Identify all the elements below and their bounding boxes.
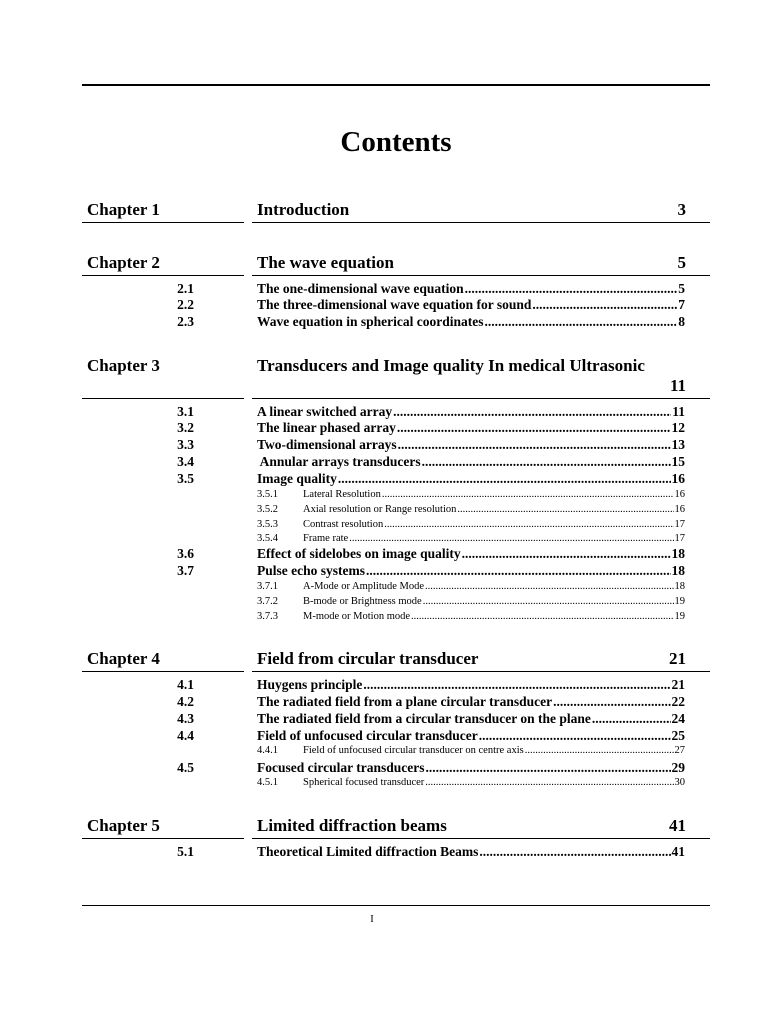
- subsection-line: [303, 489, 685, 500]
- section-title: Effect of sidelobes on image quality: [257, 546, 461, 561]
- chapter-rule-left: [82, 222, 244, 223]
- dot-leader: [532, 297, 677, 313]
- section-title: Image quality: [257, 471, 337, 486]
- section-title: The linear phased array: [257, 420, 396, 435]
- chapter-rule-right: [252, 838, 710, 839]
- section-entry[interactable]: [0, 420, 768, 437]
- section-page-number: 21: [671, 677, 685, 692]
- chapter-rule-right: [252, 222, 710, 223]
- chapter-page-number: 5: [677, 253, 686, 272]
- subsection-page-number: 30: [674, 777, 685, 788]
- subsection-number: 3.7.1: [257, 581, 278, 592]
- subsection-line: [303, 504, 685, 515]
- section-page-number: 5: [678, 281, 685, 296]
- subsection-page-number: 19: [674, 611, 685, 622]
- chapter-rule-right: [252, 398, 710, 399]
- dot-leader: [425, 581, 673, 592]
- chapter-rule-left: [82, 838, 244, 839]
- section-number: 4.5: [177, 760, 194, 775]
- section-title: Annular arrays transducers: [257, 454, 421, 469]
- chapter-title[interactable]: Introduction: [257, 200, 350, 219]
- section-page-number: 16: [671, 471, 685, 486]
- section-title: A linear switched array: [257, 404, 393, 419]
- section-page-number: 7: [678, 297, 685, 312]
- section-number: 2.3: [177, 314, 194, 329]
- dot-leader: [393, 404, 671, 420]
- subsection-title: Field of unfocused circular transducer on centre axis: [303, 745, 524, 756]
- subsection-number: 4.5.1: [257, 777, 278, 788]
- chapter-title[interactable]: The wave equation: [257, 253, 394, 272]
- dot-leader: [525, 745, 674, 756]
- section-line: [257, 297, 685, 313]
- subsection-title: A-Mode or Amplitude Mode: [303, 581, 425, 592]
- subsection-line: [303, 745, 685, 756]
- section-title: The radiated field from a plane circular transducer: [257, 694, 553, 709]
- section-entry[interactable]: [0, 454, 768, 471]
- section-number: 2.1: [177, 281, 194, 296]
- section-title: Huygens principle: [257, 677, 363, 692]
- bottom-rule: [82, 905, 710, 906]
- chapter-title[interactable]: Field from circular transducer: [257, 649, 479, 668]
- subsection-title: Spherical focused transducer: [303, 777, 425, 788]
- section-page-number: 11: [672, 404, 685, 419]
- section-page-number: 8: [678, 314, 685, 329]
- dot-leader: [592, 711, 671, 727]
- subsection-number: 3.7.2: [257, 596, 278, 607]
- section-title: Focused circular transducers: [257, 760, 425, 775]
- dot-leader: [422, 454, 671, 470]
- section-number: 3.7: [177, 563, 194, 578]
- dot-leader: [462, 546, 671, 562]
- dot-leader: [397, 420, 671, 436]
- section-number: 3.6: [177, 546, 194, 561]
- section-number: 4.4: [177, 728, 194, 743]
- subsection-number: 3.5.4: [257, 533, 278, 544]
- section-page-number: 18: [671, 563, 685, 578]
- subsection-page-number: 18: [674, 581, 685, 592]
- dot-leader: [485, 314, 678, 330]
- dot-leader: [457, 504, 673, 515]
- section-page-number: 18: [671, 546, 685, 561]
- chapter-rule-right: [252, 275, 710, 276]
- chapter-rule-left: [82, 398, 244, 399]
- section-line: [257, 454, 685, 470]
- subsection-entry[interactable]: [0, 611, 768, 626]
- section-entry[interactable]: [0, 297, 768, 314]
- section-entry[interactable]: [0, 546, 768, 563]
- section-entry[interactable]: [0, 404, 768, 421]
- section-page-number: 15: [671, 454, 685, 469]
- subsection-number: 3.5.3: [257, 519, 278, 530]
- chapter-label: Chapter 3: [87, 356, 160, 375]
- dot-leader: [398, 437, 671, 453]
- section-number: 4.3: [177, 711, 194, 726]
- subsection-title: Lateral Resolution: [303, 489, 381, 500]
- section-entry[interactable]: [0, 471, 768, 488]
- chapter-label: Chapter 1: [87, 200, 160, 219]
- section-title: The three-dimensional wave equation for sound: [257, 297, 532, 312]
- section-entry[interactable]: [0, 437, 768, 454]
- section-page-number: 29: [671, 760, 685, 775]
- section-number: 4.1: [177, 677, 194, 692]
- dot-leader: [363, 677, 670, 693]
- section-number: 3.5: [177, 471, 194, 486]
- section-line: [257, 471, 685, 487]
- section-page-number: 25: [671, 728, 685, 743]
- top-rule: [82, 84, 710, 86]
- subsection-page-number: 17: [674, 533, 685, 544]
- subsection-entry[interactable]: [0, 519, 768, 534]
- chapter-rule-left: [82, 671, 244, 672]
- section-line: [257, 420, 685, 436]
- chapter-page-number: 41: [669, 816, 686, 835]
- section-page-number: 22: [671, 694, 685, 709]
- section-title: Wave equation in spherical coordinates: [257, 314, 484, 329]
- section-line: [257, 546, 685, 562]
- section-entry[interactable]: [0, 711, 768, 728]
- chapter-title[interactable]: Limited diffraction beams: [257, 816, 447, 835]
- section-line: [257, 563, 685, 579]
- dot-leader: [425, 777, 673, 788]
- dot-leader: [349, 533, 673, 544]
- chapter-page-number: 11: [669, 376, 686, 395]
- subsection-entry[interactable]: [0, 489, 768, 504]
- section-line: [257, 281, 685, 297]
- section-title: Field of unfocused circular transducer: [257, 728, 478, 743]
- subsection-line: [303, 777, 685, 788]
- subsection-entry[interactable]: [0, 581, 768, 596]
- section-entry[interactable]: [0, 281, 768, 298]
- section-title: Pulse echo systems: [257, 563, 365, 578]
- subsection-title: Frame rate: [303, 533, 349, 544]
- section-number: 5.1: [177, 844, 194, 859]
- subsection-number: 4.4.1: [257, 745, 278, 756]
- section-number: 3.2: [177, 420, 194, 435]
- dot-leader: [338, 471, 671, 487]
- dot-leader: [553, 694, 670, 710]
- chapter-page-number: 21: [669, 649, 686, 668]
- section-title: Two-dimensional arrays: [257, 437, 397, 452]
- dot-leader: [465, 281, 678, 297]
- section-number: 3.1: [177, 404, 194, 419]
- subsection-entry[interactable]: [0, 504, 768, 519]
- subsection-number: 3.5.2: [257, 504, 278, 515]
- dot-leader: [382, 489, 674, 500]
- subsection-entry[interactable]: [0, 745, 768, 760]
- section-line: [257, 437, 685, 453]
- subsection-entry[interactable]: [0, 596, 768, 611]
- subsection-line: [303, 581, 685, 592]
- section-number: 3.3: [177, 437, 194, 452]
- dot-leader: [479, 844, 670, 860]
- subsection-page-number: 16: [674, 504, 685, 515]
- section-entry[interactable]: [0, 563, 768, 580]
- section-line: [257, 677, 685, 693]
- section-line: [257, 844, 685, 860]
- subsection-title: Contrast resolution: [303, 519, 384, 530]
- chapter-rule-left: [82, 275, 244, 276]
- dot-leader: [423, 596, 674, 607]
- section-number: 2.2: [177, 297, 194, 312]
- section-page-number: 12: [671, 420, 685, 435]
- section-title: The one-dimensional wave equation: [257, 281, 464, 296]
- subsection-line: [303, 533, 685, 544]
- dot-leader: [479, 728, 671, 744]
- section-page-number: 13: [671, 437, 685, 452]
- subsection-number: 3.7.3: [257, 611, 278, 622]
- subsection-title: M-mode or Motion mode: [303, 611, 411, 622]
- section-line: [257, 694, 685, 710]
- chapter-title[interactable]: Transducers and Image quality In medical Ultrasonic: [257, 356, 645, 375]
- section-line: [257, 314, 685, 330]
- chapter-label: Chapter 5: [87, 816, 160, 835]
- section-entry[interactable]: [0, 694, 768, 711]
- subsection-line: [303, 611, 685, 622]
- subsection-line: [303, 596, 685, 607]
- subsection-page-number: 17: [674, 519, 685, 530]
- subsection-page-number: 16: [674, 489, 685, 500]
- section-page-number: 41: [671, 844, 685, 859]
- dot-leader: [366, 563, 671, 579]
- section-number: 3.4: [177, 454, 194, 469]
- section-entry[interactable]: [0, 677, 768, 694]
- subsection-number: 3.5.1: [257, 489, 278, 500]
- subsection-title: Axial resolution or Range resolution: [303, 504, 457, 515]
- section-title: The radiated field from a circular transducer on the plane: [257, 711, 591, 726]
- page-title: Contents: [340, 126, 452, 158]
- section-line: [257, 404, 685, 420]
- section-page-number: 24: [671, 711, 685, 726]
- subsection-entry[interactable]: [0, 777, 768, 792]
- page-number: I: [370, 914, 374, 925]
- section-title: Theoretical Limited diffraction Beams: [257, 844, 479, 859]
- chapter-rule-right: [252, 671, 710, 672]
- section-entry[interactable]: [0, 728, 768, 745]
- subsection-page-number: 19: [674, 596, 685, 607]
- chapter-page-number: 3: [677, 200, 686, 219]
- section-number: 4.2: [177, 694, 194, 709]
- subsection-page-number: 27: [674, 745, 685, 756]
- chapter-label: Chapter 2: [87, 253, 160, 272]
- section-entry[interactable]: [0, 760, 768, 777]
- dot-leader: [384, 519, 673, 530]
- dot-leader: [425, 760, 670, 776]
- dot-leader: [411, 611, 673, 622]
- section-entry[interactable]: [0, 844, 768, 861]
- section-entry[interactable]: [0, 314, 768, 331]
- subsection-line: [303, 519, 685, 530]
- subsection-title: B-mode or Brightness mode: [303, 596, 422, 607]
- section-line: [257, 728, 685, 744]
- section-line: [257, 711, 685, 727]
- section-line: [257, 760, 685, 776]
- chapter-label: Chapter 4: [87, 649, 160, 668]
